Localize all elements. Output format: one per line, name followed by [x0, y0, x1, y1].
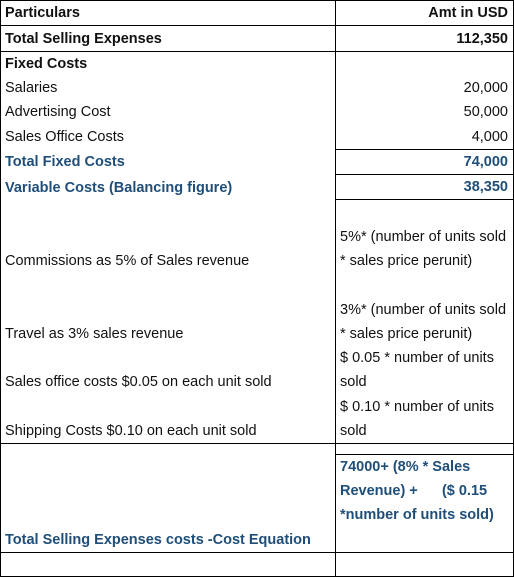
- cost-equation-label[interactable]: Total Selling Expenses costs -Cost Equation: [1, 454, 336, 552]
- table-row: [1, 200, 514, 273]
- particulars-header[interactable]: Particulars: [1, 1, 336, 26]
- empty-label-cell[interactable]: [1, 552, 336, 576]
- sales-office-costs-label[interactable]: Sales Office Costs: [1, 124, 336, 149]
- table-row: [1, 124, 514, 149]
- empty-value-cell[interactable]: [336, 443, 514, 454]
- shipping-costs-label[interactable]: Shipping Costs $0.10 on each unit sold: [1, 394, 336, 443]
- salaries-label[interactable]: Salaries: [1, 76, 336, 100]
- total-selling-expenses-label[interactable]: Total Selling Expenses: [1, 26, 336, 51]
- total-fixed-costs-label[interactable]: Total Fixed Costs: [1, 149, 336, 174]
- shipping-costs-value[interactable]: $ 0.10 * number of units sold: [336, 394, 514, 443]
- salaries-value[interactable]: 20,000: [336, 76, 514, 100]
- total-fixed-costs-value[interactable]: 74,000: [336, 149, 514, 174]
- fixed-costs-value[interactable]: [336, 51, 514, 76]
- table-row: [1, 273, 514, 346]
- advertising-cost-value[interactable]: 50,000: [336, 100, 514, 124]
- travel-label[interactable]: Travel as 3% sales revenue: [1, 273, 336, 346]
- table-row: [1, 149, 514, 174]
- table-row: [1, 394, 514, 443]
- header-row: [1, 1, 514, 26]
- sales-office-variable-label[interactable]: Sales office costs $0.05 on each unit sold: [1, 346, 336, 395]
- amount-header[interactable]: Amt in USD: [336, 1, 514, 26]
- table-row: [1, 26, 514, 51]
- table-row: [1, 100, 514, 124]
- commissions-label[interactable]: Commissions as 5% of Sales revenue: [1, 200, 336, 273]
- total-selling-expenses-value[interactable]: 112,350: [336, 26, 514, 51]
- sales-office-costs-value[interactable]: 4,000: [336, 124, 514, 149]
- variable-costs-value[interactable]: 38,350: [336, 174, 514, 199]
- table-row: [1, 174, 514, 199]
- variable-costs-label[interactable]: Variable Costs (Balancing figure): [1, 174, 336, 199]
- table-row: [1, 443, 514, 454]
- table-row: [1, 454, 514, 552]
- table-row: [1, 552, 514, 576]
- table-row: [1, 346, 514, 395]
- table-row: [1, 76, 514, 100]
- fixed-costs-label[interactable]: Fixed Costs: [1, 51, 336, 76]
- travel-value[interactable]: 3%* (number of units sold * sales price perunit): [336, 273, 514, 346]
- empty-value-cell[interactable]: [336, 552, 514, 576]
- advertising-cost-label[interactable]: Advertising Cost: [1, 100, 336, 124]
- cost-equation-value[interactable]: 74000+ (8% * Sales Revenue) + ($ 0.15 *number of units sold): [336, 454, 514, 552]
- table-row: [1, 51, 514, 76]
- empty-label-cell[interactable]: [1, 443, 336, 454]
- commissions-value[interactable]: 5%* (number of units sold * sales price perunit): [336, 200, 514, 273]
- sales-office-variable-value[interactable]: $ 0.05 * number of units sold: [336, 346, 514, 395]
